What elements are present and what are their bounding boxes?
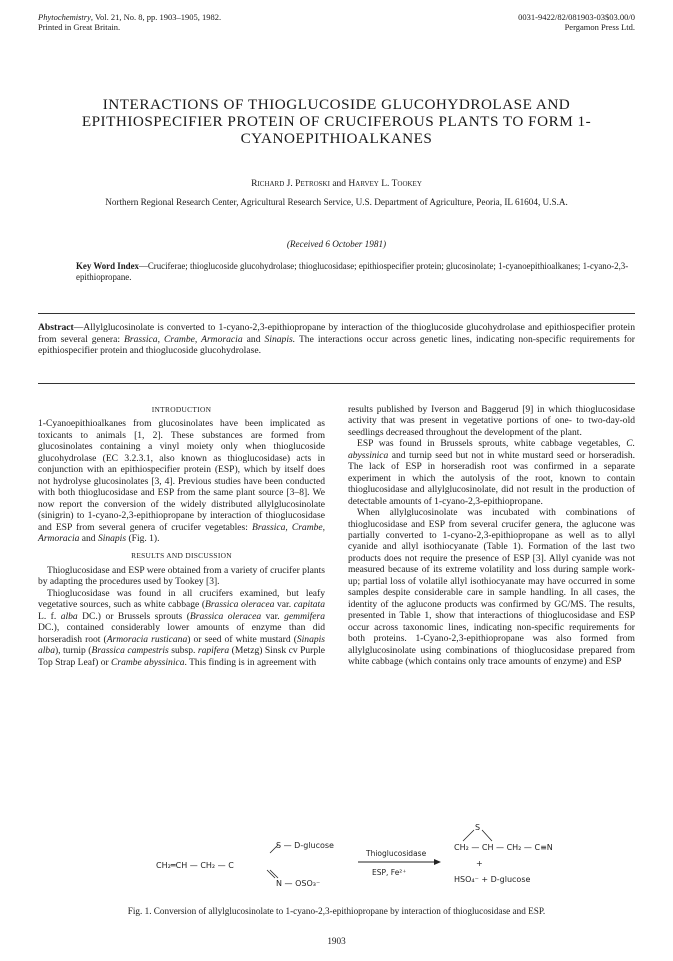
right-paragraph-3: When allylglucosinolate was incubated with combinations of thioglucosidase and ESP from several crucifer genera, the aglucone was partially converted to 1-cyano-2,3-epithiopropane as well as to allyl cyanide and allyl isothiocyanate (Table 1). Formation of the last two products does not require the presence of ESP [3]. Allyl cyanide was not measured because of its extreme volatility and loss during sample work-up; partial loss of volatile allyl isothiocyanate may have occurred in some samples despite considerable care in sample handling. In all cases, the identity of the aglucone products was confirmed by GC/MS. The results, presented in Table 1, show that interactions of thioglucosidase and ESP occur across taxonomic lines, indicating non-specific requirements for both proteins. 1-Cyano-2,3-epithiopropane was also formed from allylglucosinolate using combinations of thioglucosidase prepared from white cabbage (which contains only trace amounts of enzyme) and ESP xyxy=(348,507,635,667)
keyword-text: —Cruciferae; thioglucoside glucohydrolase; thioglucosidase; epithiospecifier protein; glucosinolate; 1-cyanoepithioalkanes; 1-cyano-2,3-epithiopropane. xyxy=(76,261,629,282)
journal-volume: , Vol. 21, No. 8, pp. 1903–1905, 1982. xyxy=(90,12,222,22)
section-heading-results: RESULTS AND DISCUSSION xyxy=(131,551,232,561)
left-column xyxy=(38,404,325,668)
affiliation: Northern Regional Research Center, Agricultural Research Service, U.S. Department of Agriculture, Peoria, IL 61604, U.S.A. xyxy=(105,197,568,207)
paper-title: INTERACTIONS OF THIOGLUCOSIDE GLUCOHYDROLASE AND EPITHIOSPECIFIER PROTEIN OF CRUCIFEROUS PLANTS TO FORM 1-CYANOEPITHIOALKANES xyxy=(81,96,592,147)
author-2: Harvey L. Tookey xyxy=(348,179,422,189)
abstract-text-1: —Allylglucosinolate is converted to 1-cyano-2,3-epithiopropane by interaction of the thioglucoside glucohydrolase and epithiospecifier protein from several genera: xyxy=(38,322,635,345)
epithio-bond-right xyxy=(482,830,492,841)
journal-citation xyxy=(38,12,221,32)
publisher-block xyxy=(518,12,635,32)
results-paragraph-2: Thioglucosidase was found in all crucifers examined, but leafy vegetative sources, such as white cabbage (Brassica oleracea var. capitata L. f. alba DC.) or Brussels sprouts (Brassica oleracea var. gemmifera DC.), contained considerably lower amounts of enzyme than did horseradish root (Armoracia rusticana) or seed of white mustard (Sinapis alba), turnip (Brassica campestris subsp. rapifera (Metzg) Sinsk cv Purple Top Strap Leaf) or Crambe abyssinica. This finding is in agreement with xyxy=(38,587,326,668)
abstract-text-2: and xyxy=(242,333,265,345)
keyword-index xyxy=(76,261,632,283)
byproducts: HSO₄⁻ + D-glucose xyxy=(454,875,531,884)
product-s-atom: S xyxy=(475,823,481,832)
reactant-n-sulfate: N — OSO₃⁻ xyxy=(276,879,321,888)
right-paragraph-1: results published by Iverson and Baggerud [9] in which thioglucosidase activity that was present in vegetative portions of one- to two-day-old seedlings decreased throughout the development of the plant. xyxy=(348,404,635,438)
section-heading-introduction: INTRODUCTION xyxy=(151,405,212,414)
author-conjunction: and xyxy=(332,179,347,189)
keyword-label: Key Word Index xyxy=(76,261,139,271)
intro-paragraph: 1-Cyanoepithioalkanes from glucosinolates have been implicated as toxicants to animals [1, 2]. These substances are formed from glucosinolates containing a vinyl moiety only when thioglucoside glucohydrolase (EC 3.2.3.1, also known as thioglucosidase) acts in conjunction with an epithiospecifier protein (ESP), which by itself does not hydrolyse glucosinolates [3, 4]. Previous studies have been conducted with both thioglucosidase and ESP from the same plant source [3–8]. We now report the conversion of the widely distributed allylglucosinolate (sinigrin) to 1-cyano-2,3-epithiopropane by interaction of thioglucosidase and ESP from several genera of crucifer vegetables: Brassica, Crambe, Armoracia and Sinapis (Fig. 1). xyxy=(38,418,325,544)
page-number: 1903 xyxy=(327,936,346,946)
reactant-chain: CH₂═CH — CH₂ — C xyxy=(156,861,234,870)
author-1: Richard J. Petroski xyxy=(251,179,330,189)
abstract-genera-2: Sinapis. xyxy=(264,333,296,345)
reaction-arrowhead xyxy=(434,859,441,865)
publisher-name: Pergamon Press Ltd. xyxy=(564,22,635,32)
abstract-bottom-rule xyxy=(38,383,635,384)
figure-caption: Fig. 1. Conversion of allylglucosinolate to 1-cyano-2,3-epithiopropane by interaction of thioglucosidase and ESP. xyxy=(127,906,546,916)
article-code: 0031-9422/82/081903-03$03.00/0 xyxy=(518,12,635,22)
printed-in: Printed in Great Britain. xyxy=(38,22,121,32)
epithio-bond-left xyxy=(463,830,474,841)
product-formula: CH₂ — CH — CH₂ — C≡N xyxy=(454,843,553,852)
abstract-genera-1: Brassica, Crambe, Armoracia xyxy=(124,333,243,345)
plus-sign: + xyxy=(476,859,483,868)
abstract-label: Abstract xyxy=(38,322,74,333)
cofactor-label: ESP, Fe²⁺ xyxy=(372,868,407,877)
received-date: (Received 6 October 1981) xyxy=(286,239,387,249)
results-paragraph-1: Thioglucosidase and ESP were obtained from a variety of crucifer plants by adapting the procedures used by Tookey [3]. xyxy=(38,564,325,588)
author-line xyxy=(0,179,673,189)
reactant-s-glucose: S — D-glucose xyxy=(276,841,334,850)
reaction-scheme xyxy=(120,818,560,898)
abstract-text-3: The interactions occur across genetic lines, indicating non-specific requirements for epithiospecifier protein and thioglucoside glucohydrolase. xyxy=(38,333,636,356)
abstract-top-rule xyxy=(38,313,635,314)
right-paragraph-2: ESP was found in Brussels sprouts, white cabbage vegetables, C. abyssinica and turnip seed but not in white mustard seed or horseradish. The lack of ESP in horseradish root was confirmed in a separate experiment in which the autolysis of the root, known to contain thioglucosidase and allylglucosinolate, did not result in the production of detectable amounts of 1-cyano-2,3-epithiopropane. xyxy=(348,438,635,507)
abstract xyxy=(38,322,635,357)
enzyme-label: Thioglucosidase xyxy=(366,849,427,858)
right-column xyxy=(348,404,635,667)
journal-name: Phytochemistry xyxy=(38,12,91,22)
